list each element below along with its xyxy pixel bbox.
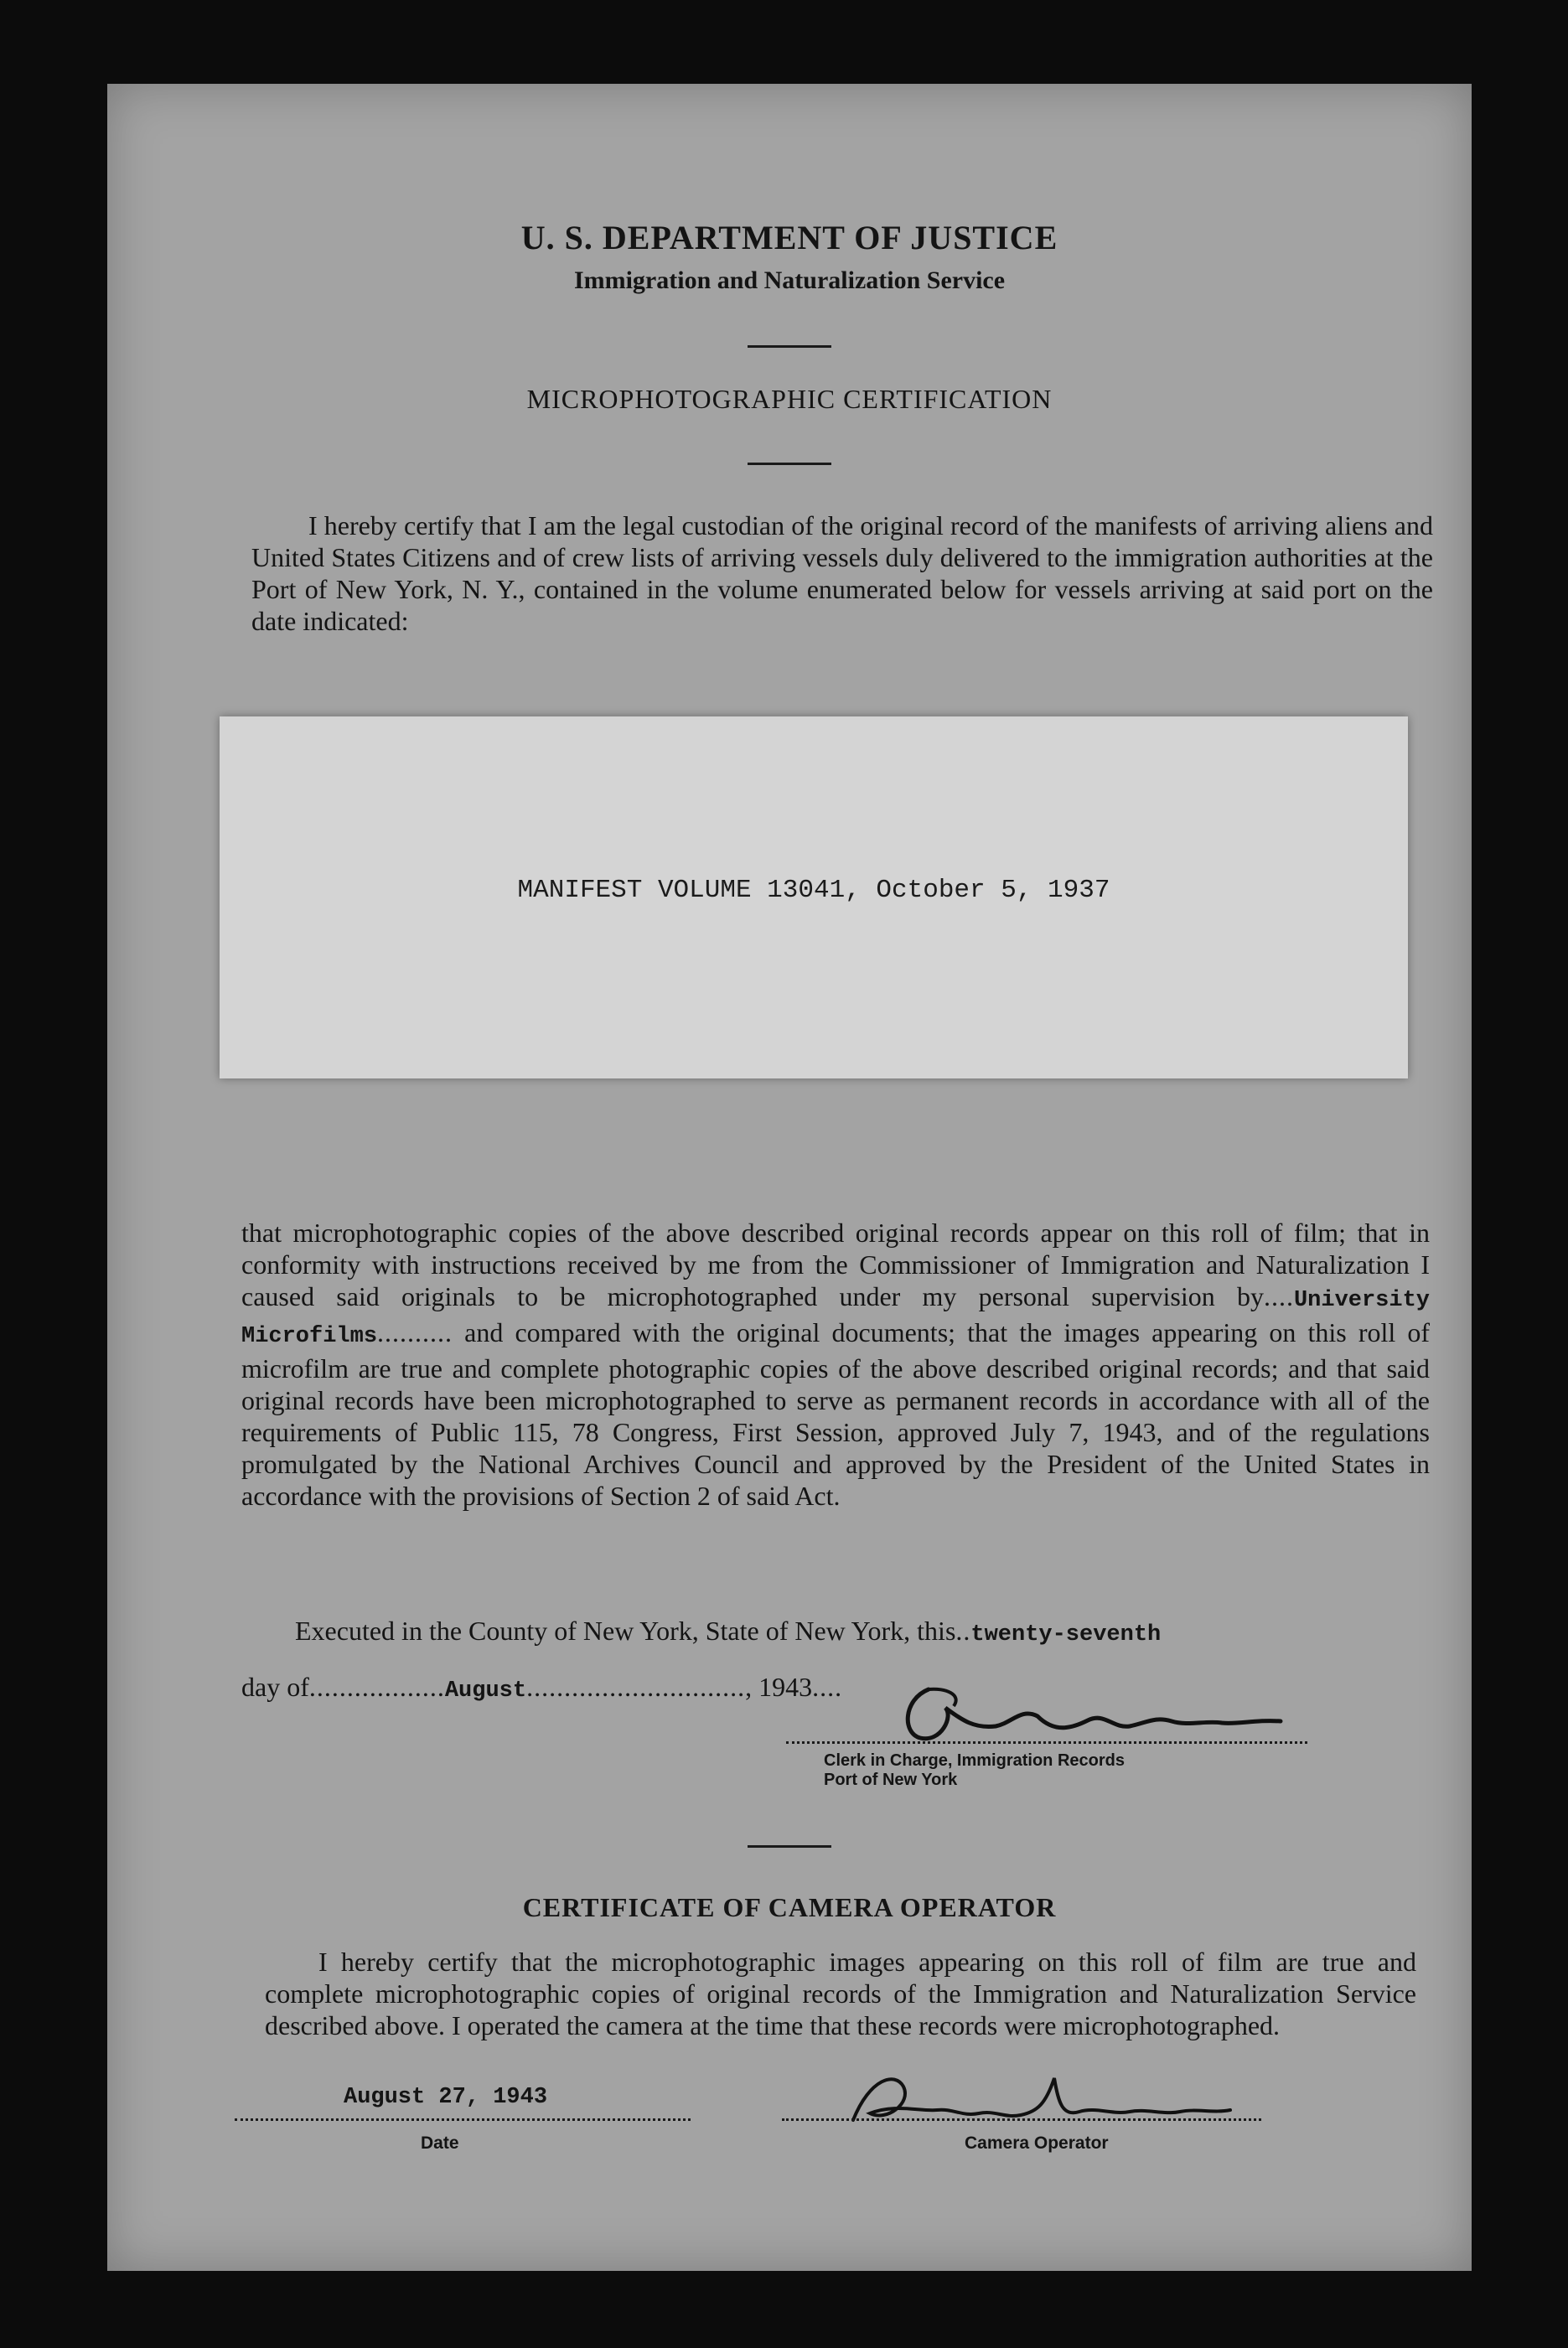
- department-heading: U. S. DEPARTMENT OF JUSTICE: [520, 219, 1058, 256]
- clerk-caption-line2: Port of New York: [824, 1771, 958, 1789]
- camera-certificate-title: CERTIFICATE OF CAMERA OPERATOR: [522, 1892, 1057, 1922]
- operator-signature-line: [782, 2118, 1261, 2121]
- dotted-leader: ..........: [377, 1317, 453, 1347]
- camera-date-caption: Date: [421, 2133, 459, 2153]
- execution-prefix: Executed in the County of New York, State of New York, this: [295, 1616, 956, 1646]
- dotted-leader: ..: [955, 1616, 971, 1646]
- divider-rule: [748, 1845, 831, 1848]
- camera-date-value: August 27, 1943: [344, 2085, 548, 2110]
- day-of-line: [241, 1672, 842, 1704]
- clerk-caption: [824, 1751, 1125, 1790]
- year-prefix: , 19: [745, 1672, 786, 1702]
- certificate-sheet: [107, 84, 1472, 2271]
- camera-paragraph: I hereby certify that the microphotographic images appearing on this roll of film are true and complete microphotographic copies of original records of the Immigration and Naturalization Service described above. I operated the camera at the time that these records were microphotographed.: [265, 1947, 1416, 2040]
- dotted-leader: ....: [1263, 1281, 1294, 1311]
- dotted-leader: ....: [812, 1672, 843, 1702]
- divider-rule: [748, 345, 831, 348]
- clerk-caption-line1: Clerk in Charge, Immigration Records: [824, 1751, 1125, 1770]
- execution-day: twenty-seventh: [970, 1622, 1162, 1647]
- filmed-by-value: University Microfilms: [241, 1288, 1430, 1349]
- volume-card-text: MANIFEST VOLUME 13041, October 5, 1937: [517, 876, 1110, 905]
- execution-line: [295, 1616, 1161, 1647]
- dotted-leader: ..................: [308, 1672, 445, 1702]
- divider-rule: [748, 463, 831, 465]
- service-subheading: Immigration and Naturalization Service: [573, 266, 1006, 294]
- clerk-signature-line: [786, 1741, 1307, 1744]
- body-text-part2: and compared with the original documents; that the images appearing on this roll of microfilm are true and complete photographic copies of the above described original records; and that said original records have been microphotographed to serve as permanent records in accordance with all of the requirements of Public 115, 78 Congress, First Session, approved July 7, 1943, and of the regulations promulgated by the National Archives Council and approved by the President of the United States in accordance with the provisions of Section 2 of said Act.: [241, 1317, 1431, 1511]
- year-suffix: 43: [785, 1672, 813, 1702]
- execution-month: August: [444, 1678, 527, 1704]
- dotted-leader: .............................: [526, 1672, 746, 1702]
- day-of-label: day of: [241, 1672, 309, 1702]
- volume-card: [220, 716, 1408, 1078]
- camera-date-line: [235, 2118, 691, 2121]
- clerk-signature: [895, 1683, 1289, 1750]
- operator-caption: Camera Operator: [965, 2133, 1109, 2153]
- body-paragraph: [241, 1217, 1430, 1512]
- certification-title: MICROPHOTOGRAPHIC CERTIFICATION: [526, 384, 1053, 414]
- intro-paragraph: I hereby certify that I am the legal custodian of the original record of the manifests of arriving aliens and United States Citizens and of crew lists of arriving vessels duly delivered to the immigration authorities at the Port of New York, N. Y., contained in the volume enumerated below for vessels arriving at said port on the date indicated:: [251, 510, 1433, 636]
- body-text-part1: that microphotographic copies of the above described original records appear on this roll of film; that in conformity with instructions received by me from the Commissioner of Immigration and Naturalization I caused said originals to be microphotographed under my personal supervision by: [241, 1218, 1430, 1311]
